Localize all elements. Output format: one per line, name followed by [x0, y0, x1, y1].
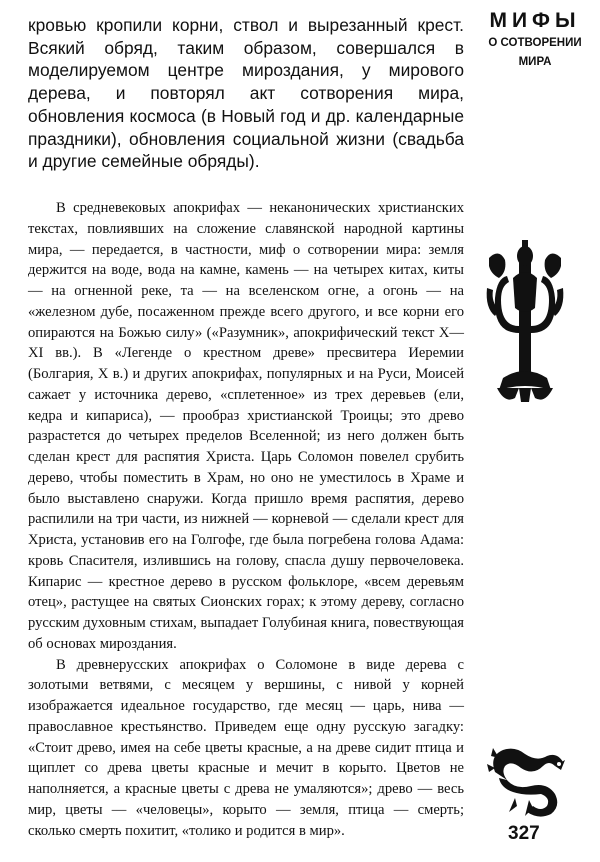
paragraph-solomon: В древнерусских апокрифах о Соломоне в виде дерева с золотыми ветвями, с месяцем у вершины, с нивой у корней изображается идеальное государство, где месяц — царь, нива — православное крестьянство. Приведем еще одну русскую загадку: «Стоит древо, имея на себе цветы красные, а на древе сидит птица и щиплет со древа цветы красные и мечит в корыто. Цветов не наполняется, а красные цветы с древа не умаляются»; древо — весь мир, цветы — «человецы», корыто — земля, птица — смерть; сколько смерть похитит, «толико и родится в мир».	[28, 656, 464, 839]
section-heading	[476, 8, 594, 72]
intro-paragraph: кровью кропили корни, ствол и вырезанный крест. Всякий обряд, таким образом, совершался в моделируемом центре мироздания, у мирового дерева, и повторял акт сотворения мира, обновления космоса (в Новый год и др. календарные праздники), обновления социальной жизни (свадьба и другие семейные обряды).	[28, 15, 464, 172]
section-subtitle-2: МИРА	[518, 56, 552, 68]
dragon-ornament-icon	[485, 742, 567, 820]
paragraph-apocrypha: В средневековых апокрифах — неканонических христианских текстах, повлиявших на сложение славянской народной картины мира, — передается, в частности, миф о сотворении мира: земля держится на воде, вода на камне, камень — на четырех китах, киты — на огненной реке, та — на вселенском огне, а огонь — на «железном дубе, посаженном прежде всего другого, и все корни его опираются на Божью силу» («Разумник», апокрифический текст X—XI вв.). В «Легенде о крестном древе» пресвитера Иеремии (Болгария, X в.) и других апокрифах, популярных и на Руси, Моисей сажает у источника дерево, «сплетенное» из трех деревьев (ели, кедра и кипариса), — прообраз христианской Троицы; это древо разрастется до четырех пределов Вселенной; из него должен быть сделан крест для распятия Христа. Царь Соломон повелел срубить дерево, чтобы поместить в Храм, но оно не уместилось в Храме и было выставлено снаружи. Когда пришло время распятия, дерево распилили на три части, из нижней — корневой — сделали крест для Христа, установив его на Голгофе, где была погребена голова Адама: кровь Спасителя, излившись на голову, спасла душу первочеловека. Кипарис — крестное дерево в русском фольклоре, «всем деревьям отец», растущее на святых Сионских горах; к этому дереву, согласно русским духовным стихам, выпадает Голубиная книга, повествующая об основах мироздания.	[28, 200, 464, 652]
body-text	[28, 198, 464, 841]
section-title: МИФЫ	[489, 9, 581, 32]
page-number: 327	[508, 823, 540, 844]
section-subtitle-1: О СОТВОРЕНИИ	[488, 37, 582, 49]
ornamental-tree-figure-icon	[485, 238, 565, 404]
